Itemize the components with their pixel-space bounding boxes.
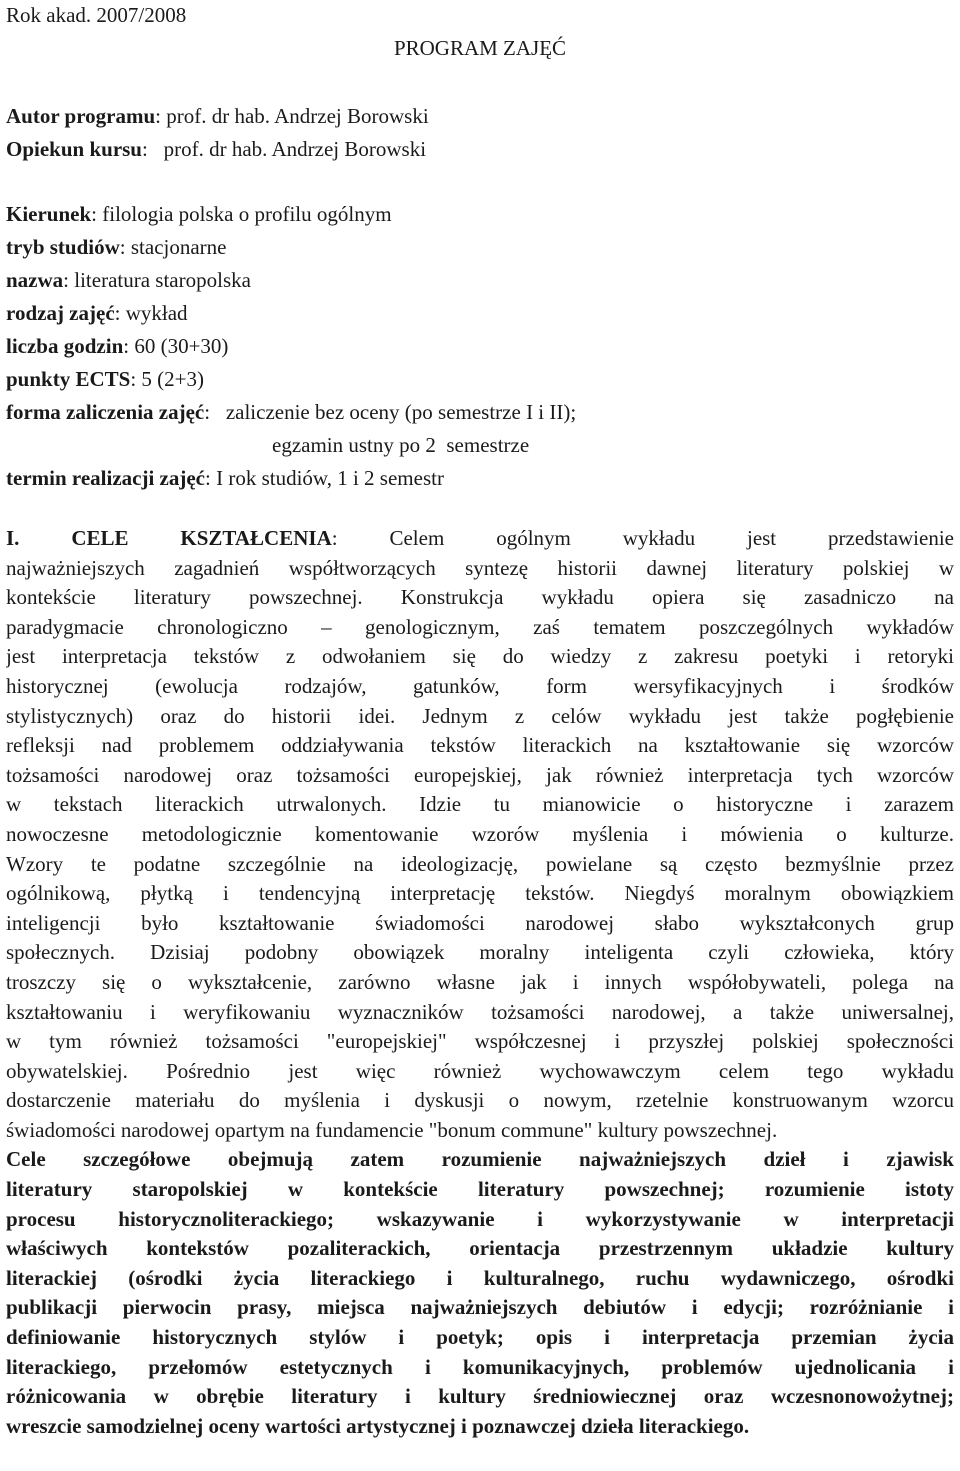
supervisor-label: Opiekun kursu	[6, 137, 142, 161]
assessment-line	[6, 396, 954, 429]
paragraph-line: troszczy się o wykształcenie, zarówno własne jak i innych współobywateli, polega na	[6, 969, 954, 994]
hours-label: liczba godzin	[6, 334, 124, 358]
paragraph-line: tożsamości narodowej oraz tożsamości europejskiej, jak również interpretacja tych wzorców	[6, 762, 954, 787]
assessment-line-2: egzamin ustny po 2 semestrze	[272, 433, 530, 457]
supervisor-value: : prof. dr hab. Andrzej Borowski	[142, 137, 427, 161]
paragraph-line: nowoczesne metodologicznie komentowanie wzorów myślenia i mówienia o kulturze.	[6, 821, 954, 846]
section-heading: I. CELE KSZTAŁCENIA	[6, 526, 332, 550]
hours-line	[6, 330, 954, 363]
supervisor-line	[6, 133, 954, 166]
assessment-value: : zaliczenie bez oceny (po semestrze I i II);	[204, 400, 577, 424]
spacer	[6, 65, 954, 100]
mode-value: : stacjonarne	[119, 235, 227, 259]
field-value: : filologia polska o profilu ogólnym	[91, 202, 392, 226]
term-value: : I rok studiów, 1 i 2 semestr	[205, 466, 444, 490]
detailed-goals	[6, 1145, 954, 1441]
paragraph-line: dostarczenie materiału do myślenia i dyskusji o nowym, rzetelnie konstruowanym wzorcu	[6, 1088, 954, 1113]
paragraph-line: kształtowaniu i weryfikowaniu wyznaczników tożsamości narodowej, a także uniwersalnej,	[6, 999, 954, 1024]
bold-paragraph-line: literackiej (ośrodki życia literackiego i kulturalnego, ruchu wydawniczego, ośrodki	[6, 1265, 954, 1290]
paragraph-line: paradygmacie chronologiczno – genologicznym, zaś tematem poszczególnych wykładów	[6, 614, 954, 639]
field-line	[6, 198, 954, 231]
section-goals	[6, 524, 954, 1441]
paragraph-line: stylistycznych) oraz do historii idei. Jednym z celów wykładu jest także pogłębienie	[6, 703, 954, 728]
spacer	[6, 495, 954, 524]
author-line	[6, 100, 954, 133]
paragraph-line: świadomości narodowej opartym na fundamencie "bonum commune" kultury powszechnej.	[6, 1117, 778, 1142]
academic-year: Rok akad. 2007/2008	[6, 3, 187, 27]
paragraph-line: kontekście literatury powszechnej. Konstrukcja wykładu opiera się zasadniczo na	[6, 585, 954, 610]
paragraph-line: w tym również tożsamości "europejskiej" współczesnej i przyszłej polskiej społeczności	[6, 1029, 954, 1054]
name-line	[6, 264, 954, 297]
bold-paragraph-line: Cele szczegółowe obejmują zatem rozumienie najważniejszych dzieł i zjawisk	[6, 1147, 954, 1172]
paragraph-line: historycznej (ewolucja rodzajów, gatunków, form wersyfikacyjnych i środków	[6, 673, 954, 698]
paragraph-line: w tekstach literackich utrwalonych. Idzie tu mianowicie o historyczne i zarazem	[6, 792, 954, 817]
term-line	[6, 462, 954, 495]
type-value: : wykład	[114, 301, 188, 325]
document-page	[6, 0, 954, 1441]
bold-paragraph-line: literackiego, przełomów estetycznych i komunikacyjnych, problemów ujednolicania i	[6, 1354, 954, 1379]
paragraph-line: społecznych. Dzisiaj podobny obowiązek moralny inteligenta czyli człowieka, który	[6, 940, 954, 965]
bold-paragraph-line: właściwych kontekstów pozaliterackich, orientacja przestrzennym układzie kultury	[6, 1236, 954, 1261]
type-label: rodzaj zajęć	[6, 301, 115, 325]
paragraph-line: refleksji nad problemem oddziaływania tekstów literackich na kształtowanie się wzorców	[6, 733, 954, 758]
name-label: nazwa	[6, 268, 64, 292]
paragraph-line: ogólnikową, płytką i tendencyjną interpretację tekstów. Niegdyś moralnym obowiązkiem	[6, 881, 954, 906]
page-title: PROGRAM ZAJĘĆ	[393, 36, 567, 60]
mode-label: tryb studiów	[6, 235, 120, 259]
mode-line	[6, 231, 954, 264]
ects-value: : 5 (2+3)	[130, 367, 204, 391]
type-line	[6, 297, 954, 330]
ects-label: punkty ECTS	[6, 367, 131, 391]
bold-paragraph-line: definiowanie historycznych stylów i poetyk; opis i interpretacja przemian życia	[6, 1325, 954, 1350]
section-intro: : Celem ogólnym wykładu jest przedstawienie	[331, 526, 954, 550]
author-label: Autor programu	[6, 104, 156, 128]
paragraph-line: jest interpretacja tekstów z odwołaniem się do wiedzy z zakresu poetyki i retoryki	[6, 644, 954, 669]
hours-value: : 60 (30+30)	[123, 334, 229, 358]
paragraph-line: najważniejszych zagadnień współtworzących syntezę historii dawnej literatury polskiej w	[6, 555, 954, 580]
paragraph-line: obywatelskiej. Pośrednio jest więc również wychowawczym celem tego wykładu	[6, 1058, 954, 1083]
bold-paragraph-line: różnicowania w obrębie literatury i kultury średniowiecznej oraz wczesnonowożytnej;	[6, 1384, 954, 1409]
name-value: : literatura staropolska	[63, 268, 251, 292]
term-label: termin realizacji zajęć	[6, 466, 205, 490]
assessment-label: forma zaliczenia zajęć	[6, 400, 205, 424]
ects-line	[6, 363, 954, 396]
spacer	[6, 166, 954, 198]
bold-paragraph-line: procesu historycznoliterackiego; wskazywanie i wykorzystywanie w interpretacji	[6, 1206, 954, 1231]
field-label: Kierunek	[6, 202, 92, 226]
bold-paragraph-line: publikacji pierwocin prasy, miejsca najważniejszych debiutów i edycji; rozróżnianie i	[6, 1295, 954, 1320]
bold-paragraph-line: wreszcie samodzielnej oceny wartości artystycznej i poznawczej dzieła literackiego.	[6, 1413, 750, 1438]
bold-paragraph-line: literatury staropolskiej w kontekście literatury powszechnej; rozumienie istoty	[6, 1177, 954, 1202]
section-heading-line	[6, 524, 954, 554]
paragraph-line: Wzory te podatne szczególnie na ideologizację, powielane są często bezmyślnie przez	[6, 851, 954, 876]
paragraph-line: inteligencji było kształtowanie świadomości narodowej słabo wykształconych grup	[6, 910, 954, 935]
author-value: : prof. dr hab. Andrzej Borowski	[155, 104, 429, 128]
